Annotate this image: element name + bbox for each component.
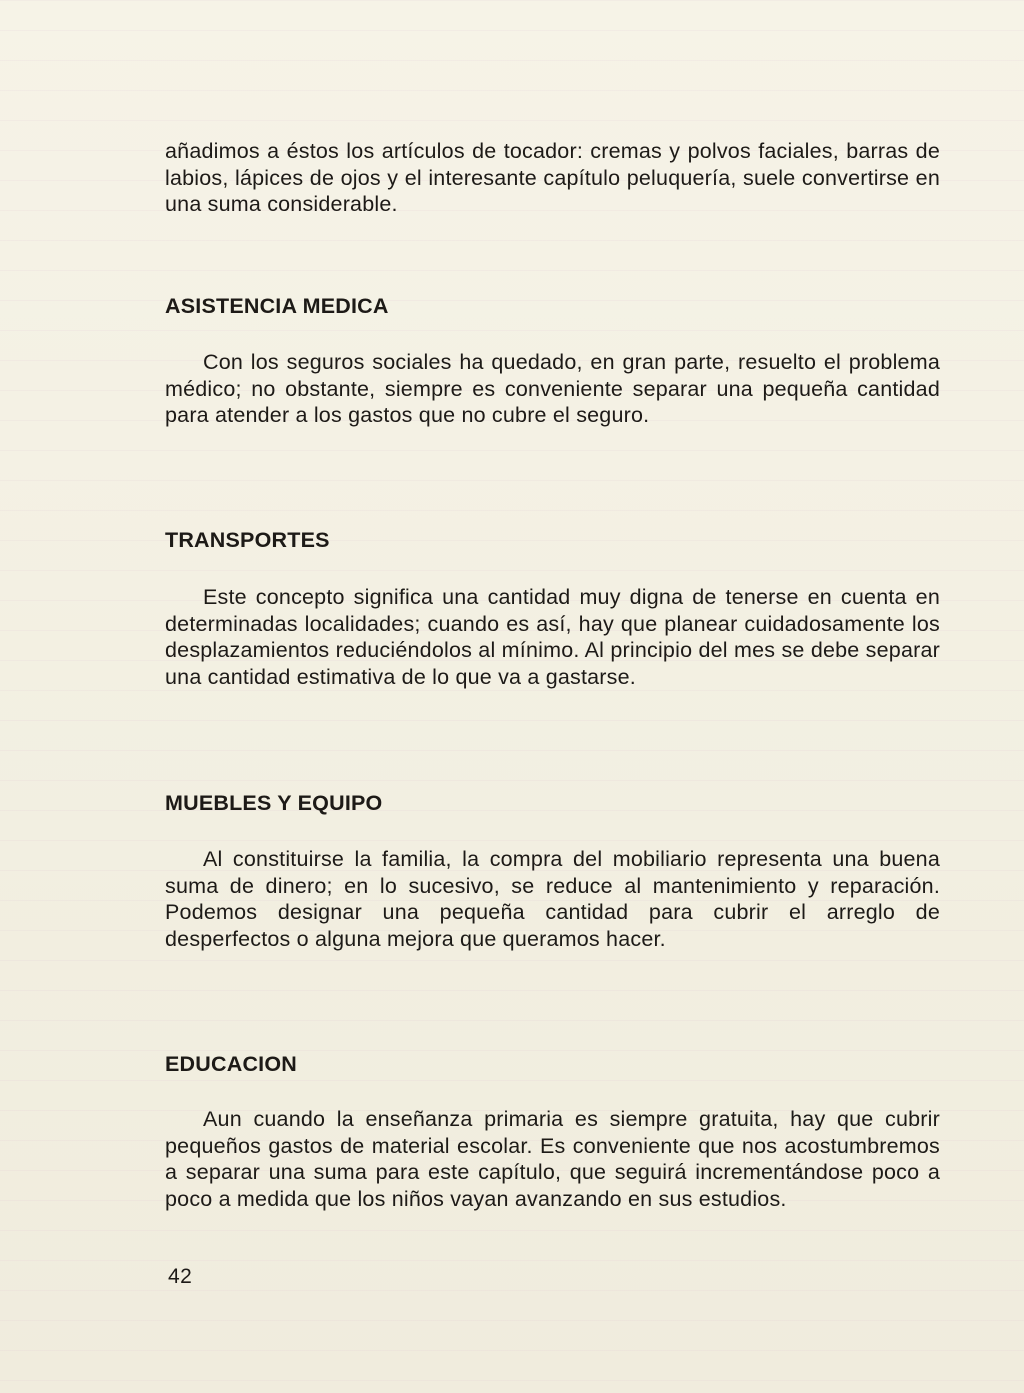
paragraph-asistencia-medica: Con los seguros sociales ha quedado, en gran parte, resuelto el problema médico; no obstante, siempre es conveniente separar una pequeña cantidad para atender a los gastos que no cubre el seguro.	[165, 350, 940, 427]
paragraph-educacion: Aun cuando la enseñanza primaria es siempre gratuita, hay que cubrir pequeños gastos de material escolar. Es conveniente que nos acostumbremos a separar una suma para este capítulo, que seguirá incrementándose poco a poco a medida que los niños vayan avanzando en sus estudios.	[165, 1107, 940, 1211]
page-number: 42	[168, 1265, 193, 1288]
heading-muebles-y-equipo: MUEBLES Y EQUIPO	[165, 791, 383, 815]
paragraph-muebles-y-equipo: Al constituirse la familia, la compra del mobiliario representa una buena suma de dinero; en lo sucesivo, se reduce al mantenimiento y reparación. Podemos designar una pequeña cantidad para cubrir el arreglo de desperfectos o alguna mejora que queramos hacer.	[165, 847, 940, 951]
heading-educacion: EDUCACION	[165, 1052, 297, 1076]
paragraph-transportes: Este concepto significa una cantidad muy digna de tenerse en cuenta en determinadas localidades; cuando es así, hay que planear cuidadosamente los desplazamientos reduciéndolos al mínimo. Al principio del mes se debe separar una cantidad estimativa de lo que va a gastarse.	[165, 585, 940, 689]
intro-paragraph: añadimos a éstos los artículos de tocador: cremas y polvos faciales, barras de labios, lápices de ojos y el interesante capítulo peluquería, suele convertirse en una suma considerable.	[165, 139, 940, 216]
heading-transportes: TRANSPORTES	[165, 528, 330, 552]
heading-asistencia-medica: ASISTENCIA MEDICA	[165, 294, 389, 318]
